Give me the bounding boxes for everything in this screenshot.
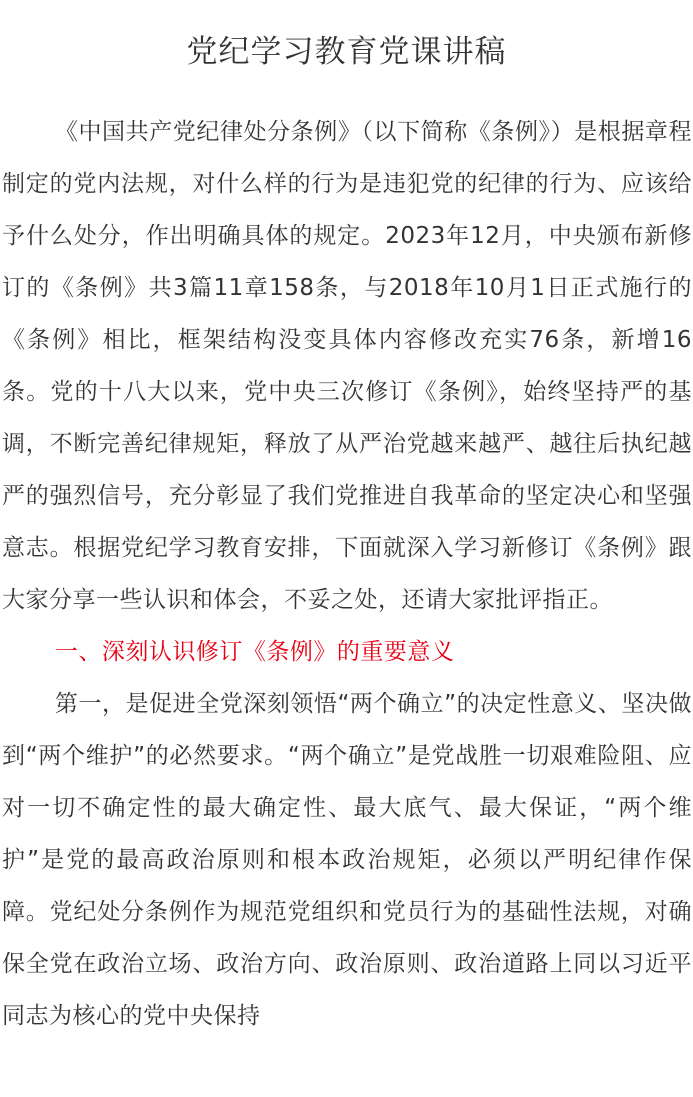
body-paragraph: 《中国共产党纪律处分条例》（以下简称《条例》）是根据章程制定的党内法规，对什么样的行为是违犯党的纪律的行为、应该给予什么处分，作出明确具体的规定。2023年12月，中央颁布新修订的《条例》共3篇11章158条，与2018年10月1日正式施行的《条例》相比，框架结构没变具体内容修改充实76条，新增16条。党的十八大以来，党中央三次修订《条例》，始终坚持严的基调，不断完善纪律规矩，释放了从严治党越来越严、越往后执纪越严的强烈信号，充分彰显了我们党推进自我革命的坚定决心和坚强意志。根据党纪学习教育安排，下面就深入学习新修订《条例》跟大家分享一些认识和体会，不妥之处，还请大家批评指正。 — [2, 119, 692, 613]
document-title: 党纪学习教育党课讲稿 — [186, 34, 507, 70]
body-paragraph: 第一，是促进全党深刻领悟“两个确立”的决定性意义、坚决做到“两个维护”的必然要求。“两个确立”是党战胜一切艰难险阻、应对一切不确定性的最大确定性、最大底气、最大保证，“两个维护”是党的最高政治原则和根本政治规矩，必须以严明纪律作保障。党纪处分条例作为规范党组织和党员行为的基础性法规，对确保全党在政治立场、政治方向、政治原则、政治道路上同以习近平同志为核心的党中央保持 — [2, 691, 692, 1029]
section-heading: 一、深刻认识修订《条例》的重要意义 — [54, 639, 455, 665]
document-body — [2, 106, 692, 1042]
